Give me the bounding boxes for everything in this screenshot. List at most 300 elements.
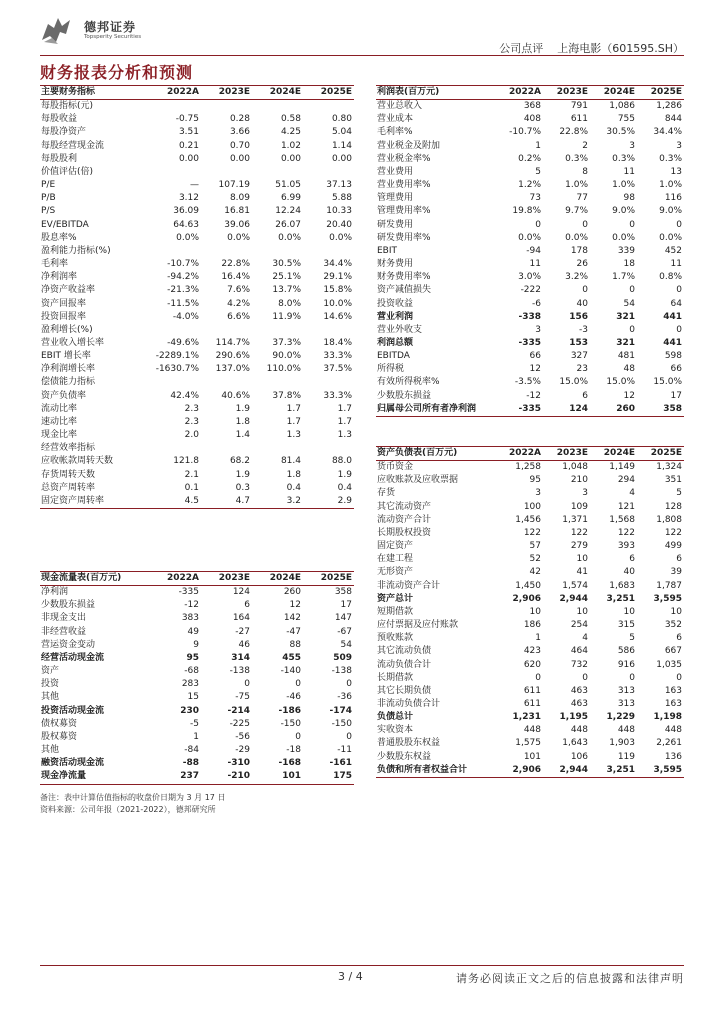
cell-value: 499 [664,541,682,552]
cell-value: 11 [670,259,682,270]
cell-value: 0.0% [612,232,635,243]
cell-value: 1.9 [235,403,250,414]
row-label: 营业收入增长率 [41,337,105,348]
cell-value: 0 [535,219,541,230]
cash-flow-table [40,571,354,785]
cell-value: 4.5 [184,495,199,506]
cell-value: 137.0% [215,364,250,375]
cell-value: 3.0% [518,272,541,283]
cell-value: 4.7 [235,495,250,506]
cell-value: 128 [664,501,682,512]
column-header: 2024E [269,573,301,583]
cell-value: 101 [523,751,541,762]
cell-value: -67 [337,626,352,637]
cell-value: 10 [623,606,635,617]
cell-value: 1,086 [609,101,635,112]
cell-value: 1,903 [609,738,635,749]
column-header: 2024E [269,87,301,97]
brand-name-cn: 德邦证券 [84,20,137,34]
header-divider [40,55,684,56]
cell-value [201,376,252,389]
cell-value: 598 [664,351,682,362]
row-label: 其他 [41,745,60,756]
cell-value: -150 [331,718,352,729]
table-row [40,205,354,218]
row-label: 净利润 [41,587,69,598]
cell-value: 230 [180,705,199,716]
cell-value: -2289.1% [155,351,199,362]
disclaimer-text: 请务必阅读正文之后的信息披露和法律声明 [456,972,684,985]
table-row [376,461,684,475]
cell-value [201,245,252,258]
cell-value: 1,568 [609,514,635,525]
cell-value: 0.1 [184,482,199,493]
cell-value [201,100,252,114]
table-row [40,744,354,757]
cell-value: 175 [333,771,352,782]
cell-value: 358 [663,403,682,414]
table-title: 利润表(百万元) [377,87,440,97]
table-row [40,363,354,376]
table-row [376,685,684,698]
cell-value: 66 [529,351,541,362]
cell-value: 3 [582,488,588,499]
table-row [376,632,684,645]
cell-value: 10 [529,606,541,617]
cell-value [252,442,303,455]
row-label: 应收帐款周转天数 [41,456,114,467]
table-row [40,153,354,166]
column-header: 2022A [166,573,199,583]
cell-value: 1,683 [609,580,635,591]
cell-value: 9.0% [659,206,682,217]
column-header: 2023E [556,87,588,97]
cell-value: 844 [664,114,682,125]
cell-value: 3,251 [606,593,635,604]
column-header: 2023E [218,573,250,583]
row-label: 投资回报率 [41,311,87,322]
table-row [376,645,684,658]
cell-value: 237 [180,771,199,782]
cell-value: 42 [529,567,541,578]
row-label: EBIT 增长率 [41,351,91,362]
cell-value: 0.00 [280,153,301,164]
cell-value: 41 [576,567,588,578]
cell-value: 0.00 [331,153,352,164]
cell-value: 10 [576,606,588,617]
table-row [376,126,684,139]
cell-value [303,442,354,455]
cell-value: 64.63 [173,219,199,230]
cell-value: 13.7% [272,285,301,296]
table-row [376,311,684,324]
cell-value: 122 [523,527,541,538]
table-row [40,311,354,324]
table-row [40,691,354,704]
row-label: 利润总额 [377,337,414,348]
cell-value [150,442,201,455]
table-row [40,416,354,429]
cell-value: 2,944 [559,593,588,604]
cell-value: -310 [227,758,250,769]
section-title: 财务报表分析和预测 [40,63,194,82]
row-label: 营业费用 [377,166,414,177]
row-label: 固定资产周转率 [41,495,105,506]
cell-value: 368 [523,101,541,112]
table-row [40,376,354,389]
cell-value: -335 [518,337,541,348]
cell-value: 3,595 [653,764,682,775]
table-row [376,284,684,297]
cell-value: -27 [235,626,250,637]
table-row [376,205,684,218]
table-row [376,514,684,527]
row-label: 毛利率% [377,127,413,138]
cell-value: -84 [184,745,199,756]
cell-value: 156 [569,311,588,322]
cell-value: 22.8% [559,127,588,138]
cell-value: 4 [582,633,588,644]
cell-value: 6 [676,554,682,565]
column-header: 2024E [603,448,635,458]
row-label: 营业成本 [377,114,414,125]
cell-value: 0 [582,219,588,230]
table-row [376,219,684,232]
cell-value: 163 [664,698,682,709]
table-header-row [376,447,684,461]
cell-value: 1 [193,731,199,742]
cell-value: 6 [582,390,588,401]
cell-value: 509 [333,652,352,663]
row-label: 净资产收益率 [41,285,96,296]
row-label: EBITDA [377,351,410,362]
row-label: 非经营收益 [41,626,87,637]
cell-value: 20.40 [326,219,352,230]
cell-value: 1,324 [656,462,682,473]
table-row [40,639,354,652]
cell-value: 142 [283,613,301,624]
cell-value: 667 [664,646,682,657]
cell-value: 3.12 [178,193,199,204]
cell-value: 1.14 [331,140,352,151]
cell-value: 481 [617,351,635,362]
row-label: 每股股利 [41,153,78,164]
cell-value: 88.0 [331,456,352,467]
table-row [376,376,684,389]
note-source: 资料来源：公司年报（2021-2022），德邦研究所 [40,805,216,814]
cell-value: -46 [286,692,301,703]
cell-value: 122 [570,527,588,538]
table-row [40,113,354,126]
cell-value: 0 [676,219,682,230]
cell-value: 290.6% [215,351,250,362]
column-header: 2023E [218,87,250,97]
row-label: EBIT [377,245,398,256]
cell-value: -338 [518,311,541,322]
cell-value: -138 [331,666,352,677]
row-label: 非流动负债合计 [377,698,441,709]
cell-value: 54 [623,298,635,309]
cell-value: 49 [187,626,199,637]
table-row [40,495,354,509]
cell-value: 0.0% [329,232,352,243]
cell-value: 1,575 [515,738,541,749]
cell-value: -4.0% [172,311,199,322]
cell-value: 40 [623,567,635,578]
cell-value: 1,371 [562,514,588,525]
row-label: 研发费用率% [377,232,431,243]
cell-value: 393 [617,541,635,552]
table-row [40,586,354,600]
table-row [376,724,684,737]
cell-value: 1.7 [337,416,352,427]
cell-value: 33.3% [323,351,352,362]
cell-value: 3 [676,140,682,151]
cell-value: 3 [535,488,541,499]
table-row [376,474,684,487]
cell-value: 16.81 [224,206,250,217]
row-label: P/S [41,206,56,217]
cell-value: 1.7% [612,272,635,283]
cell-value: 13 [670,166,682,177]
table-row [376,232,684,245]
cell-value: 6 [629,554,635,565]
row-label: 营业利润 [377,311,414,322]
cell-value: -56 [235,731,250,742]
column-header: 2025E [320,573,352,583]
cell-value: 163 [664,685,682,696]
table-row [376,153,684,166]
table-row [376,350,684,363]
cell-value [201,324,252,337]
row-label: 每股经营现金流 [41,140,105,151]
cell-value: 0 [582,285,588,296]
cell-value [303,324,354,337]
row-label: P/B [41,193,56,204]
cell-value: -47 [286,626,301,637]
cell-value: -0.75 [175,114,199,125]
cell-value: 279 [570,541,588,552]
table-row [376,737,684,750]
row-label: 货币资金 [377,462,414,473]
cell-value: 9 [193,639,199,650]
brand-name-en: Topsperity Securities [84,34,142,40]
cell-value: 0.4 [286,482,301,493]
cell-value: 8 [582,166,588,177]
cell-value: 327 [570,351,588,362]
cell-value [150,166,201,179]
row-label: 应收账款及应收票据 [377,475,459,486]
row-label: 投资活动现金流 [41,705,105,716]
cell-value: 408 [523,114,541,125]
table-row [40,442,354,455]
cell-value: 0.21 [178,140,199,151]
row-label: 财务费用 [377,259,414,270]
cell-value: 1,258 [515,462,541,473]
row-label: 长期借款 [377,672,414,683]
row-label: 财务费用率% [377,272,431,283]
table-row [376,390,684,403]
row-label: 其它长期负债 [377,685,432,696]
stock-name: 上海电影（601595.SH） [557,42,684,55]
table-row [376,501,684,514]
table-row [40,705,354,718]
row-label: 固定资产 [377,541,414,552]
cell-value: 22.8% [221,259,250,270]
cell-value: 0 [629,285,635,296]
row-label: 净利润率 [41,272,78,283]
cell-value: -10.7% [167,259,199,270]
cell-value: 6.99 [280,193,301,204]
cell-value: 12 [289,600,301,611]
cell-value: 34.4% [653,127,682,138]
cell-value: 0 [629,324,635,335]
cell-value: -138 [229,666,250,677]
cell-value: 14.6% [323,311,352,322]
cell-value: 351 [664,475,682,486]
cell-value: 11.9% [272,311,301,322]
cell-value: 1.4 [235,430,250,441]
cell-value: 423 [523,646,541,657]
cell-value: 2,906 [512,593,541,604]
cell-value: 452 [664,245,682,256]
cell-value: 254 [570,620,588,631]
row-label: 投资收益 [377,298,414,309]
cell-value: 260 [616,403,635,414]
table-row [376,580,684,593]
cell-value: 620 [523,659,541,670]
row-label: 无形资产 [377,567,414,578]
row-label: P/E [41,180,56,191]
row-label: 营业税金及附加 [377,140,441,151]
row-label: 少数股东损益 [41,600,96,611]
cell-value: 611 [523,698,541,709]
table-row [376,540,684,553]
cell-value: -29 [235,745,250,756]
cell-value: 68.2 [229,456,250,467]
row-label: 经营效率指标 [41,443,96,454]
table-notes [40,792,225,816]
note-valuation-date: 备注：表中计算估值指标的收盘价日期为 3 月 17 日 [40,793,226,802]
cell-value: 5 [676,488,682,499]
cell-value: 1,450 [515,580,541,591]
cell-value: 39 [670,567,682,578]
row-label: 营业税金率% [377,153,431,164]
row-label: 应付票据及应付账款 [377,620,459,631]
cell-value: 4.25 [280,127,301,138]
cell-value: 448 [523,725,541,736]
row-label: 在建工程 [377,554,414,565]
cell-value: 6 [244,600,250,611]
cell-value: 0.00 [229,153,250,164]
cell-value: 95 [529,475,541,486]
cell-value: 791 [570,101,588,112]
table-row [376,363,684,376]
cell-value: 12 [529,364,541,375]
table-row [376,764,684,778]
row-label: 总资产周转率 [41,482,96,493]
cell-value: 1,643 [562,738,588,749]
cell-value: 0.3% [565,153,588,164]
row-label: 净利润增长率 [41,364,96,375]
cell-value: 15.0% [606,377,635,388]
cell-value: 294 [617,475,635,486]
column-header: 2022A [166,87,199,97]
table-row [40,140,354,153]
cell-value: 0.58 [280,114,301,125]
cell-value: -140 [280,666,301,677]
cell-value: 15.0% [559,377,588,388]
cell-value: 1.7 [286,403,301,414]
row-label: 非流动资产合计 [377,580,441,591]
table-row [40,324,354,337]
cell-value [252,324,303,337]
cell-value [303,245,354,258]
table-row [376,593,684,606]
row-label: 负债总计 [377,712,414,723]
cell-value: 90.0% [272,351,301,362]
cell-value: 10 [576,554,588,565]
cell-value: 1,286 [656,101,682,112]
cell-value: -1630.7% [155,364,199,375]
cell-value: 17 [670,390,682,401]
row-label: 长期股权投资 [377,527,432,538]
cell-value: 5.04 [331,127,352,138]
cell-value: 0 [582,672,588,683]
row-label: EV/EBITDA [41,219,89,230]
table-row [40,298,354,311]
table-row [40,678,354,691]
cell-value: 0.3 [235,482,250,493]
row-label: 普通股股东权益 [377,738,441,749]
cell-value: -3.5% [514,377,541,388]
table-row [376,659,684,672]
cell-value: 3.66 [229,127,250,138]
row-label: 流动资产合计 [377,514,432,525]
cell-value: 0 [295,679,301,690]
cell-value: 2,944 [559,764,588,775]
cell-value: 109 [570,501,588,512]
cell-value: 37.5% [323,364,352,375]
cell-value: 0.00 [178,153,199,164]
row-label: 债权募资 [41,718,78,729]
cell-value: 0.0% [176,232,199,243]
cell-value: 339 [617,245,635,256]
table-row [376,245,684,258]
cell-value: 313 [617,698,635,709]
cell-value: 0.80 [331,114,352,125]
cell-value: 586 [617,646,635,657]
main-indicators-table [40,85,354,509]
row-label: 存货周转天数 [41,469,96,480]
cell-value: 52 [529,554,541,565]
row-label: 现金比率 [41,430,78,441]
balance-sheet-table [376,446,684,778]
cell-value: -11 [337,745,352,756]
row-label: 现金净流量 [41,771,87,782]
cell-value: 0.2% [518,153,541,164]
cell-value: — [190,180,199,191]
table-row [40,665,354,678]
cell-value: 19.8% [512,206,541,217]
cell-value: 1 [535,633,541,644]
cell-value: 98 [623,193,635,204]
cell-value: 358 [334,587,352,598]
cell-value: -68 [184,666,199,677]
cell-value: 1.0% [659,180,682,191]
table-header-row [40,86,354,100]
cell-value: 3.2 [286,495,301,506]
